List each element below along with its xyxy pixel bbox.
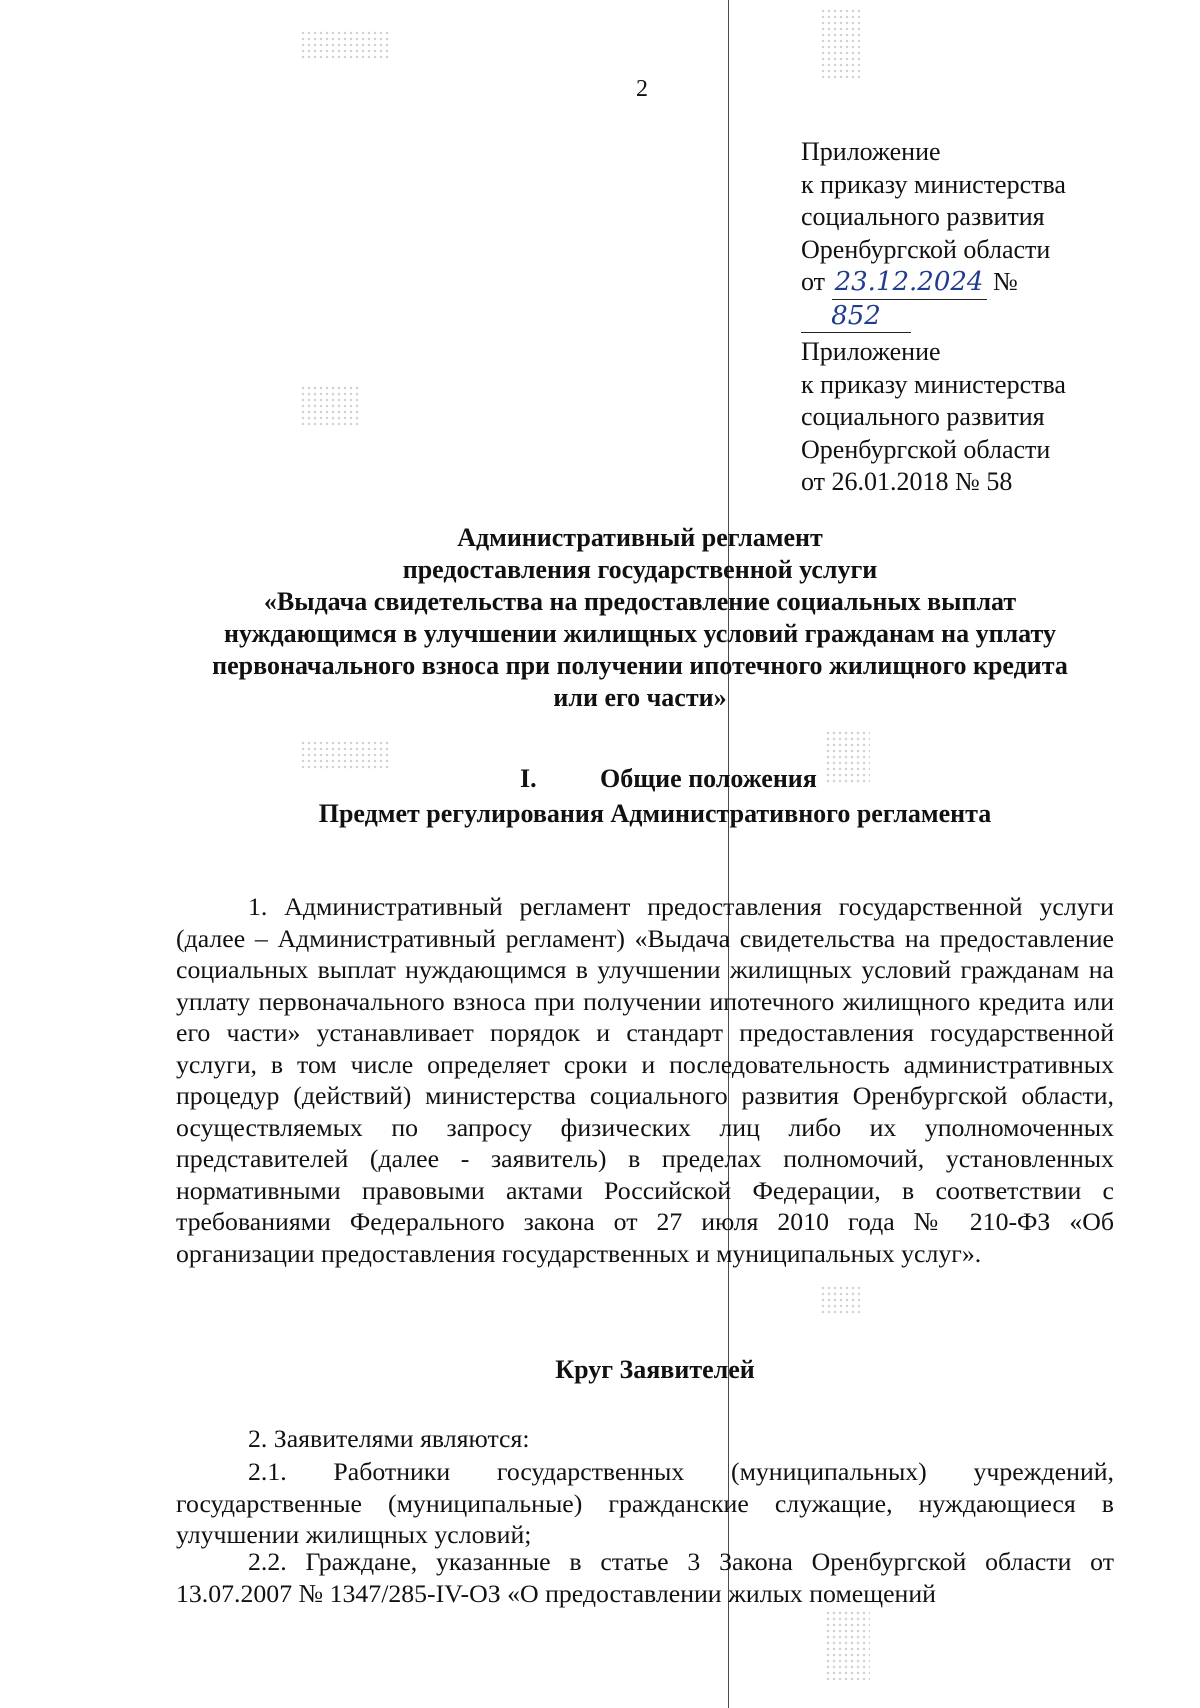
title-line: Административный регламент: [457, 523, 823, 552]
scan-noise: [300, 30, 390, 60]
subheading-applicants: Круг Заявителей: [555, 1355, 755, 1384]
title-line: или его части»: [553, 683, 727, 712]
title-line: предоставления государственной услуги: [402, 555, 878, 584]
subheading-subject: Предмет регулирования Административного регламента: [318, 799, 992, 828]
annex-line: к приказу министерства: [801, 169, 1066, 199]
paragraph-2: 2. Заявителями являются:: [248, 1424, 530, 1453]
scan-noise: [300, 385, 360, 425]
page-number: 2: [636, 76, 648, 102]
scan-noise: [825, 730, 870, 785]
annex-line: социального развития: [801, 402, 1045, 431]
paragraph-2-2: 2.2. Граждане, указанные в статье 3 Закона Оренбургской области от 13.07.2007 № 1347/285-IV-ОЗ «О предоставлении жилых помещений: [176, 1547, 1114, 1608]
annex-line: Приложение: [801, 337, 941, 366]
title-line: «Выдача свидетельства на предоставление социальных выплат: [263, 587, 1017, 616]
annex-line: социального развития: [801, 202, 1045, 231]
handwritten-number: 852: [801, 300, 911, 334]
annex-line: от 26.01.2018 № 58: [801, 467, 1013, 496]
scan-noise: [300, 740, 390, 770]
paragraph-1: 1. Административный регламент предоставления государственной услуги (далее – Административный регламент) «Выдача свидетельства на предоставление социальных выплат нуждающимся в улучшении жилищных условий гражданам на уплату первоначального взноса при получении ипотечного жилищного кредита или его части» устанавливает порядок и стандарт предоставления государственной услуги, в том числе определяет сроки и последовательность административных процедур (действий) министерства социального развития Оренбургской области, осуществляемых по запросу физических лиц либо их уполномоченных представителей (далее - заявитель) в пределах полномочий, установленных нормативными правовыми актами Российской Федерации, в соответствии с требованиями Федерального закона от 27 июля 2010 года № 210-ФЗ «Об организации предоставления государственных и муниципальных услуг».: [176, 892, 1114, 1268]
scan-noise: [825, 1610, 870, 1680]
paragraph-2-1: 2.1. Работники государственных (муниципальных) учреждений, государственные (муниципальные) гражданские служащие, нуждающиеся в улучшении жилищных условий;: [176, 1457, 1114, 1549]
section-number: I.: [520, 764, 537, 793]
annex-line: Оренбургской области: [801, 234, 1051, 264]
scan-noise: [820, 1285, 860, 1315]
annex-line: Оренбургской области: [801, 434, 1051, 464]
annex-date-prefix: от: [801, 267, 826, 296]
scan-noise: [820, 8, 860, 78]
title-line: нуждающимся в улучшении жилищных условий гражданам на уплату: [224, 619, 1056, 648]
annex-number-label: №: [993, 267, 1018, 296]
title-line: первоначального взноса при получении ипотечного жилищного кредита: [212, 651, 1068, 680]
document-title: [150, 522, 1130, 714]
annex-date-line: [801, 266, 1131, 333]
annex-block-old: [801, 336, 1131, 499]
handwritten-date: 23.12.2024: [832, 266, 987, 300]
annex-line: к приказу министерства: [801, 369, 1066, 399]
annex-line: Приложение: [801, 137, 941, 166]
annex-block-new: [801, 136, 1131, 333]
section-title: Общие положения: [600, 764, 817, 793]
section-heading: [520, 764, 817, 794]
